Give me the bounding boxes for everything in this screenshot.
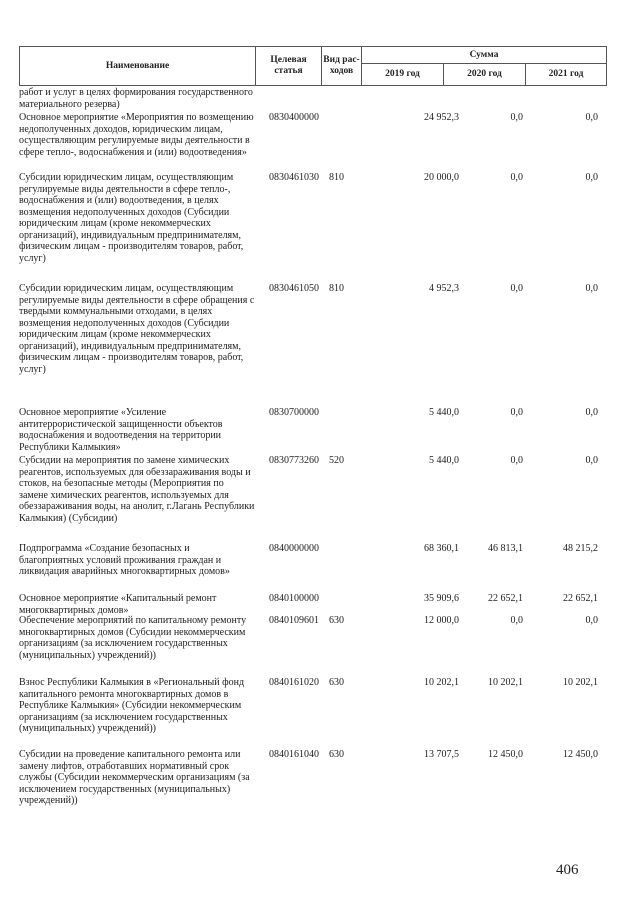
row-2020: 0,0	[510, 407, 523, 418]
header-vid: Вид рас-ходов	[322, 47, 362, 86]
row-2019: 35 909,6	[424, 593, 459, 604]
table-row	[19, 593, 606, 615]
row-2020: 0,0	[510, 615, 523, 626]
row-vid: 810	[329, 283, 344, 294]
row-2020: 0,0	[510, 112, 523, 123]
row-vid: 520	[329, 455, 344, 466]
row-2021: 0,0	[585, 283, 598, 294]
table-row	[19, 677, 606, 749]
row-2019: 20 000,0	[424, 172, 459, 183]
row-code: 0830400000	[269, 112, 319, 123]
header-year-2019: 2019 год	[362, 64, 444, 86]
row-2020: 22 652,1	[488, 593, 523, 604]
row-name: Обеспечение мероприятий по капитальному ремонту многоквартирных домов (Субсидии некоммерческим организациям (за исключением государственных (муниципальных) учреждений))	[19, 615, 247, 661]
row-2019: 4 952,3	[429, 283, 459, 294]
row-2021: 0,0	[585, 112, 598, 123]
row-2021: 0,0	[585, 407, 598, 418]
row-vid: 630	[329, 749, 344, 760]
row-name: Субсидии юридическим лицам, осуществляющим регулируемые виды деятельности в сфере обращения с твердыми коммунальными отходами, в целях возмещения недополученных доходов (Субсидии юридическим лицам (кроме некоммерческих организаций), индивидуальным предпринимателям, физическим лицам - производителям товаров, работ, услуг)	[19, 283, 255, 375]
row-name: работ и услуг в целях формирования государственного материального резерва)	[19, 87, 253, 110]
row-vid: 810	[329, 172, 344, 183]
row-code: 0830773260	[269, 455, 319, 466]
row-2020: 0,0	[510, 172, 523, 183]
row-code: 0840109601	[269, 615, 319, 626]
row-name: Основное мероприятие «Мероприятия по возмещению недополученных доходов, юридическим лицам, осуществляющим регулируемые виды деятельности в сфере тепло-, водоснабжения и (или) водоотведения»	[19, 112, 254, 158]
header-year-2020: 2020 год	[444, 64, 526, 86]
table-body	[19, 87, 606, 824]
row-2020: 10 202,1	[488, 677, 523, 688]
header-year-2021: 2021 год	[526, 64, 607, 86]
row-name: Субсидии юридическим лицам, осуществляющим регулируемые виды деятельности в сфере тепло-, водоснабжения и (или) водоотведения, в целях возмещения недополученных доходов (Субсидии юридическим лицам (кроме некоммерческих организаций), индивидуальным предпринимателям, физическим лицам - производителям товаров, работ, услуг)	[19, 172, 244, 264]
row-code: 0840161040	[269, 749, 319, 760]
row-code: 0830700000	[269, 407, 319, 418]
row-2019: 5 440,0	[429, 407, 459, 418]
page-number: 406	[556, 862, 579, 878]
row-code: 0830461050	[269, 283, 319, 294]
row-2021: 0,0	[585, 172, 598, 183]
table-row	[19, 172, 606, 283]
table-row	[19, 283, 606, 407]
row-2020: 46 813,1	[488, 543, 523, 554]
header-code: Целевая статья	[256, 47, 322, 86]
row-2021: 22 652,1	[563, 593, 598, 604]
table-row	[19, 455, 606, 543]
row-2021: 48 215,2	[563, 543, 598, 554]
header-name: Наименование	[20, 47, 256, 86]
table-row	[19, 749, 606, 824]
table-row	[19, 112, 606, 172]
table-row	[19, 615, 606, 677]
header-sum: Сумма	[362, 47, 607, 64]
row-name: Субсидии на проведение капитального ремонта или замену лифтов, отработавших нормативный срок службы (Субсидии некоммерческим организациям (за исключением государственных (муниципальных) учреждений))	[19, 749, 250, 806]
row-name: Взнос Республики Калмыкия в «Региональный фонд капитального ремонта многоквартирных домов в Республике Калмыкия» (Субсидии некоммерческим организациям (за исключением государственных (муниципальных) учреждений))	[19, 677, 245, 734]
table-row	[19, 87, 606, 112]
row-name: Основное мероприятие «Капитальный ремонт многоквартирных домов»	[19, 593, 217, 616]
row-2021: 12 450,0	[563, 749, 598, 760]
table-row	[19, 543, 606, 593]
row-2019: 5 440,0	[429, 455, 459, 466]
row-vid: 630	[329, 677, 344, 688]
row-code: 0840161020	[269, 677, 319, 688]
table-row	[19, 407, 606, 455]
table-header	[19, 46, 607, 86]
row-2019: 13 707,5	[424, 749, 459, 760]
row-2021: 10 202,1	[563, 677, 598, 688]
row-2021: 0,0	[585, 615, 598, 626]
row-code: 0840100000	[269, 593, 319, 604]
row-2020: 12 450,0	[488, 749, 523, 760]
row-2019: 12 000,0	[424, 615, 459, 626]
row-code: 0840000000	[269, 543, 319, 554]
row-name: Подпрограмма «Создание безопасных и благоприятных условий проживания граждан и ликвидация аварийных многоквартирных домов»	[19, 543, 230, 577]
row-2019: 24 952,3	[424, 112, 459, 123]
row-name: Субсидии на мероприятия по замене химических реагентов, используемых для обеззараживания воды и стоков, на безопасные методы (Мероприятия по замене химических реагентов, используемых для обеззараживания воды, на анолит, г.Лагань Республики Калмыкия) (Субсидии)	[19, 455, 255, 524]
row-2021: 0,0	[585, 455, 598, 466]
row-code: 0830461030	[269, 172, 319, 183]
row-2020: 0,0	[510, 455, 523, 466]
row-vid: 630	[329, 615, 344, 626]
row-2019: 10 202,1	[424, 677, 459, 688]
row-2019: 68 360,1	[424, 543, 459, 554]
row-name: Основное мероприятие «Усиление антитеррористической защищенности объектов водоснабжения и водоотведения на территории Республики Калмыкия»	[19, 407, 223, 453]
row-2020: 0,0	[510, 283, 523, 294]
